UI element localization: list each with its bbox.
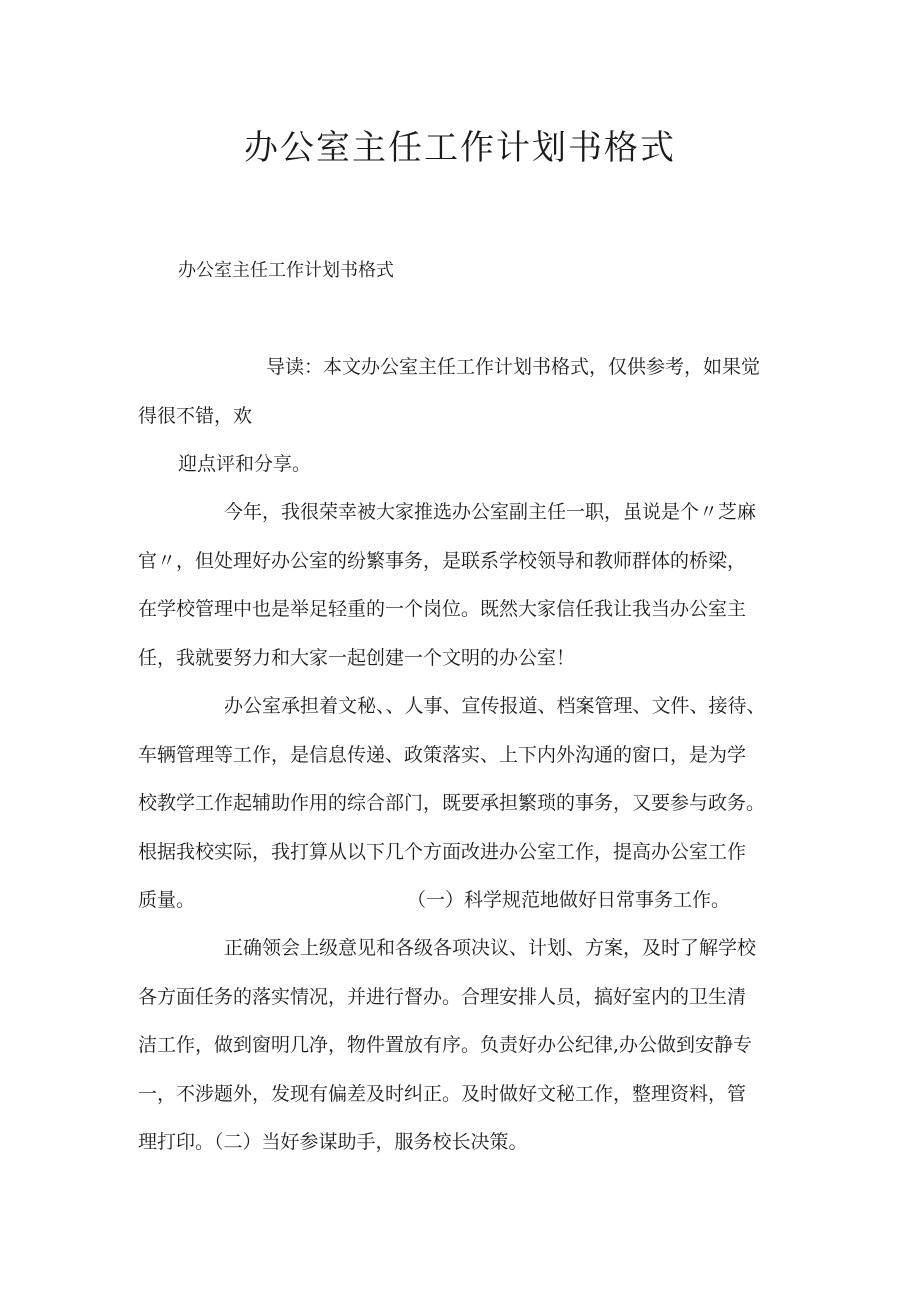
document-title: 办公室主任工作计划书格式 xyxy=(244,128,676,168)
paragraph-1-line-3: 在学校管理中也是举足轻重的一个岗位。既然大家信任我让我当办公室主 xyxy=(138,598,747,620)
paragraph-2-line-2: 车辆管理等工作，是信息传递、政策落实、上下内外沟通的窗口，是为学 xyxy=(138,743,747,766)
intro-line-2: 得很不错，欢 xyxy=(138,404,253,427)
document-subtitle: 办公室主任工作计划书格式 xyxy=(178,260,394,281)
paragraph-3-line-4: 一，不涉题外，发现有偏差及时纠正。及时做好文秘工作，整理资料，管 xyxy=(138,1082,747,1105)
paragraph-1-line-1: 今年，我很荣幸被大家推选办公室副主任一职，虽说是个〃芝麻 xyxy=(224,501,757,523)
paragraph-3-line-3: 洁工作，做到窗明几净，物件置放有序。负责好办公纪律,办公做到安静专 xyxy=(138,1034,753,1056)
intro-line-3: 迎点评和分享。 xyxy=(178,453,312,475)
paragraph-2-line-5 xyxy=(138,876,798,925)
paragraph-2 xyxy=(138,682,798,925)
intro-paragraph xyxy=(138,343,798,489)
paragraph-1 xyxy=(138,488,798,682)
intro-line-1: 导读：本文办公室主任工作计划书格式，仅供参考，如果觉 xyxy=(266,356,761,378)
paragraph-3 xyxy=(138,924,798,1167)
paragraph-3-line-5: 理打印。（二）当好参谋助手，服务校长决策。 xyxy=(138,1131,528,1153)
paragraph-2-line-5-start: 质量。 xyxy=(138,889,196,911)
paragraph-1-line-2: 官〃，但处理好办公室的纷繁事务，是联系学校领导和教师群体的桥梁， xyxy=(138,549,747,572)
paragraph-3-line-2: 各方面任务的落实情况，并进行督办。合理安排人员，搞好室内的卫生清 xyxy=(138,985,747,1008)
paragraph-2-line-3: 校教学工作起辅助作用的综合部门，既要承担繁琐的事务，又要参与政务。 xyxy=(138,792,766,814)
paragraph-2-line-1: 办公室承担着文秘、、人事、宣传报道、档案管理、文件、接待、 xyxy=(224,695,766,717)
paragraph-3-line-1: 正确领会上级意见和各级各项决议、计划、方案，及时了解学校 xyxy=(224,937,757,959)
paragraph-1-line-4: 任，我就要努力和大家一起创建一个文明的办公室！ xyxy=(138,646,576,669)
paragraph-2-line-4: 根据我校实际，我打算从以下几个方面改进办公室工作，提高办公室工作 xyxy=(138,840,747,863)
section-heading-1: （一）科学规范地做好日常事务工作。 xyxy=(407,889,731,911)
